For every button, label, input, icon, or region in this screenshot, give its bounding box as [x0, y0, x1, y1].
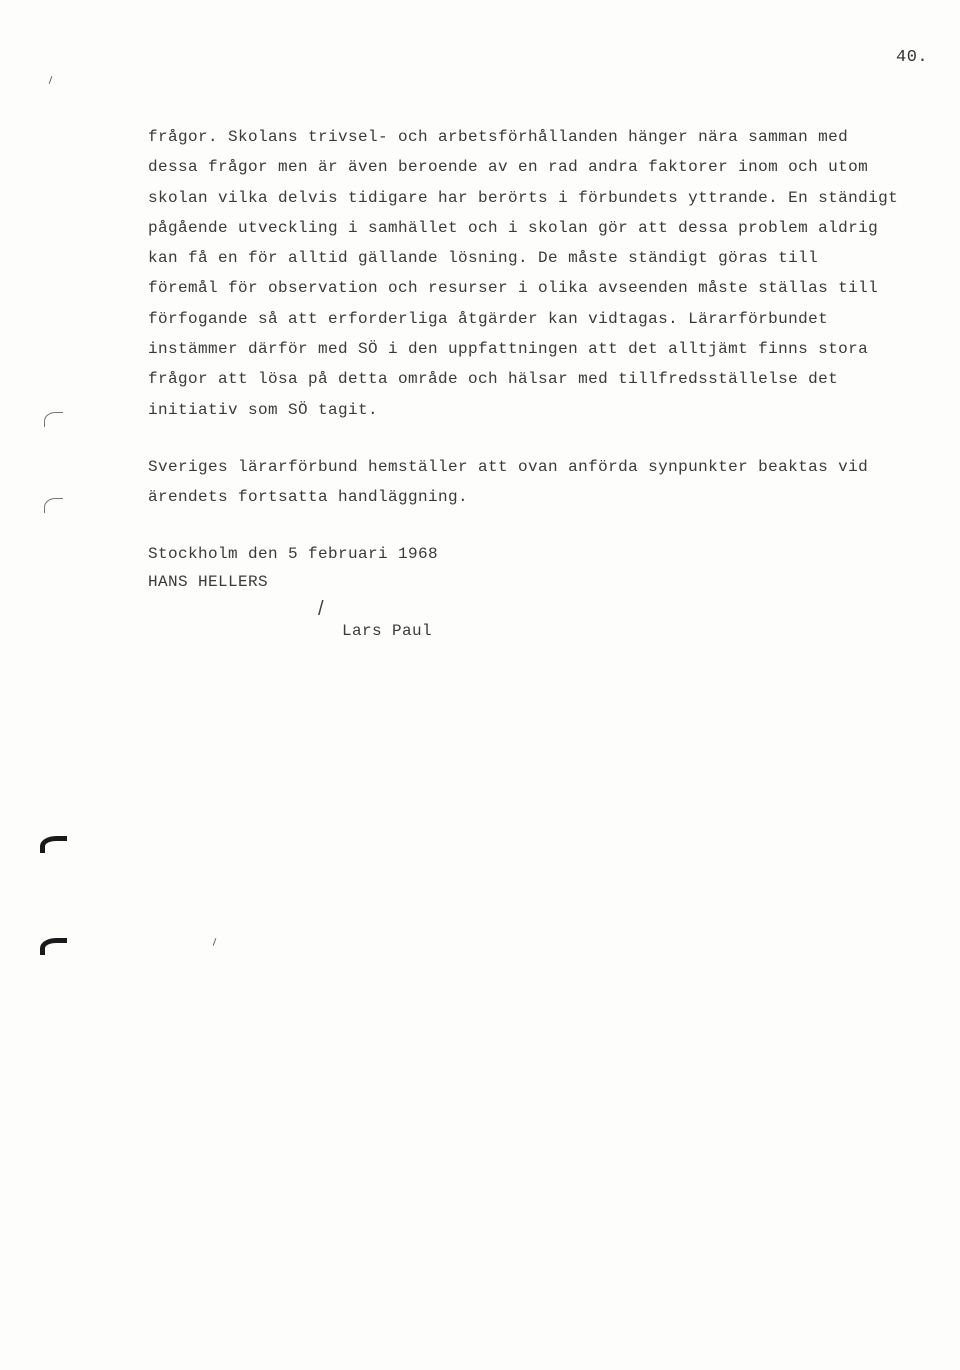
text-line: initiativ som SÖ tagit. — [148, 400, 379, 419]
text-line: frågor. Skolans trivsel- och arbetsförhållanden hänger nära samman med — [148, 128, 849, 146]
text-line: Sveriges lärarförbund hemställer att ovan anförda synpunkter beaktas vid — [148, 458, 869, 476]
page-number: 40. — [896, 48, 929, 67]
text-line: ärendets fortsatta handläggning. — [148, 488, 469, 507]
signature-mark: / — [318, 598, 324, 620]
text-line: skolan vilka delvis tidigare har berörts i förbundets yttrande. En ständigt — [148, 188, 899, 207]
signatory-name-2: Lars Paul — [342, 622, 433, 640]
signatory-name: HANS HELLERS — [148, 573, 269, 591]
text-line: instämmer därför med SÖ i den uppfattningen att det alltjämt finns stora — [148, 340, 869, 359]
text-line: dessa frågor men är även beroende av en rad andra faktorer inom och utom — [148, 158, 869, 177]
text-line: föremål för observation och resurser i olika avseenden måste ställas till — [148, 279, 879, 298]
margin-mark-icon — [40, 836, 67, 853]
place-date: Stockholm den 5 februari 1968 — [148, 545, 439, 563]
margin-mark-icon — [44, 412, 63, 427]
text-line: pågående utveckling i samhället och i skolan gör att dessa problem aldrig — [148, 218, 879, 237]
text-line: kan få en för alltid gällande lösning. De måste ständigt göras till — [148, 249, 819, 268]
paragraph-1 — [148, 122, 908, 425]
margin-mark-icon — [40, 938, 67, 955]
paragraph-2 — [148, 452, 908, 513]
closing-block — [148, 540, 438, 596]
stray-mark-icon — [49, 76, 53, 84]
text-line: frågor att lösa på detta område och hälsar med tillfredsställelse det — [148, 370, 839, 389]
text-line: förfogande så att erforderliga åtgärder kan vidtagas. Lärarförbundet — [148, 309, 829, 328]
stray-mark-icon — [213, 938, 217, 946]
margin-mark-icon — [44, 498, 63, 513]
